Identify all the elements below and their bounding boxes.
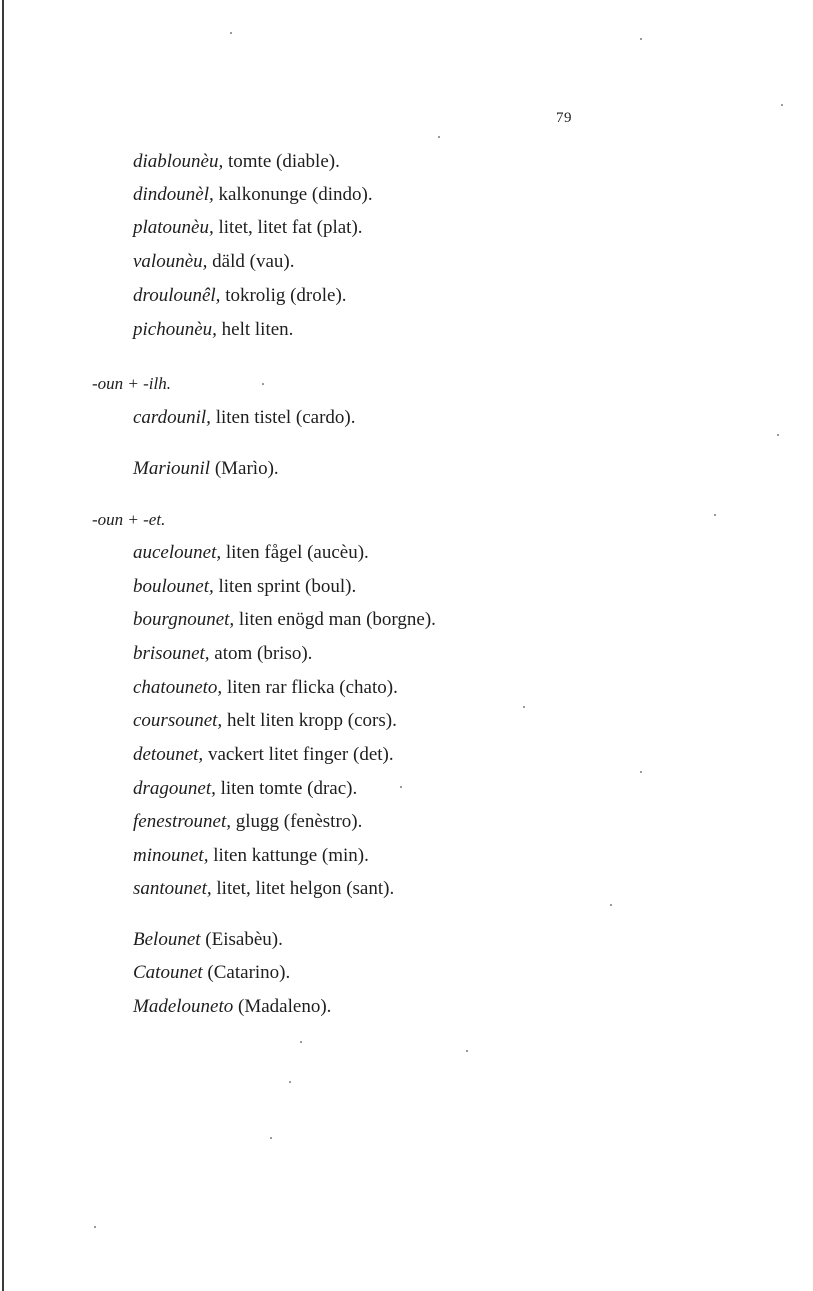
entry-gloss: (Catarino). — [207, 962, 291, 983]
entry-word: santounet, — [133, 878, 212, 899]
entry-word: bourgnounet, — [133, 609, 235, 630]
entry-gloss: liten enögd man (borgne). — [238, 609, 436, 630]
entry-word: detounet, — [133, 744, 204, 765]
entry-word: Belounet — [133, 929, 201, 950]
entry-gloss: atom (briso). — [214, 643, 313, 664]
entry-name — [133, 961, 290, 985]
entry-gloss: kalkonunge (dindo). — [218, 184, 373, 205]
entry — [133, 183, 373, 207]
entry-word: cardounil, — [133, 407, 211, 428]
entry-gloss: helt liten. — [221, 319, 294, 340]
entry-name — [133, 995, 331, 1019]
scan-speck — [781, 104, 783, 106]
scan-speck — [777, 434, 779, 436]
scan-speck — [289, 1081, 291, 1083]
page-edge — [2, 0, 4, 1291]
scan-speck — [438, 136, 440, 138]
entry-word: aucelounet, — [133, 542, 222, 563]
entry-gloss: (Eisabèu). — [205, 929, 283, 950]
scan-speck — [230, 32, 232, 34]
entry-gloss: liten fågel (aucèu). — [225, 542, 369, 563]
entry — [133, 777, 357, 801]
entry — [133, 608, 436, 632]
entry-word: fenestrounet, — [133, 811, 231, 832]
scan-speck — [300, 1041, 302, 1043]
entry — [133, 743, 394, 767]
entry-gloss: glugg (fenèstro). — [235, 811, 363, 832]
scan-speck — [94, 1226, 96, 1228]
scan-speck — [270, 1137, 272, 1139]
entry-gloss: litet, litet fat (plat). — [218, 217, 363, 238]
section-heading: -oun + -ilh. — [92, 374, 171, 393]
entry-gloss: liten tomte (drac). — [220, 778, 358, 799]
scan-speck — [610, 904, 612, 906]
entry — [133, 877, 394, 901]
entry-gloss: liten sprint (boul). — [218, 576, 357, 597]
entry — [133, 284, 347, 308]
entry-gloss: liten kattunge (min). — [213, 845, 369, 866]
entry-word: boulounet, — [133, 576, 214, 597]
scan-speck — [262, 383, 264, 385]
entry — [133, 216, 363, 240]
entry-gloss: däld (vau). — [212, 251, 295, 272]
entry-gloss: vackert litet finger (det). — [207, 744, 394, 765]
scan-speck — [400, 786, 402, 788]
entry — [133, 406, 356, 430]
scan-speck — [640, 771, 642, 773]
entry-gloss: litet, litet helgon (sant). — [216, 878, 395, 899]
entry — [133, 150, 340, 174]
entry — [133, 541, 369, 565]
entry-word: valounèu, — [133, 251, 208, 272]
entry — [133, 844, 369, 868]
entry-word: pichounèu, — [133, 319, 217, 340]
entry-gloss: liten rar flicka (chato). — [226, 677, 398, 698]
entry-word: dragounet, — [133, 778, 216, 799]
entry-word: minounet, — [133, 845, 209, 866]
entry-word: Mariounil — [133, 458, 211, 479]
entry-name — [133, 457, 279, 481]
entry — [133, 318, 293, 342]
entry — [133, 676, 398, 700]
entry — [133, 642, 312, 666]
scan-speck — [466, 1050, 468, 1052]
entry-gloss: tokrolig (drole). — [225, 285, 347, 306]
entry-word: coursounet, — [133, 710, 223, 731]
entry-word: brisounet, — [133, 643, 210, 664]
entry — [133, 709, 397, 733]
entry-word: chatouneto, — [133, 677, 223, 698]
entry-gloss: (Madaleno). — [238, 996, 332, 1017]
entry-word: Catounet — [133, 962, 203, 983]
entry-gloss: helt liten kropp (cors). — [226, 710, 397, 731]
entry-gloss: tomte (diable). — [228, 151, 340, 172]
entry-name — [133, 928, 283, 952]
entry-word: Madelouneto — [133, 996, 234, 1017]
entry — [133, 810, 362, 834]
page-number: 79 — [556, 110, 572, 126]
scan-speck — [523, 706, 525, 708]
entry-word: dindounèl, — [133, 184, 214, 205]
entry-gloss: (Marìo). — [214, 458, 279, 479]
entry-word: platounèu, — [133, 217, 214, 238]
entry — [133, 250, 294, 274]
entry — [133, 575, 356, 599]
scan-speck — [640, 38, 642, 40]
entry-word: droulounêl, — [133, 285, 221, 306]
section-heading: -oun + -et. — [92, 510, 166, 529]
entry-gloss: liten tistel (cardo). — [215, 407, 356, 428]
scan-speck — [714, 514, 716, 516]
entry-word: diablounèu, — [133, 151, 224, 172]
